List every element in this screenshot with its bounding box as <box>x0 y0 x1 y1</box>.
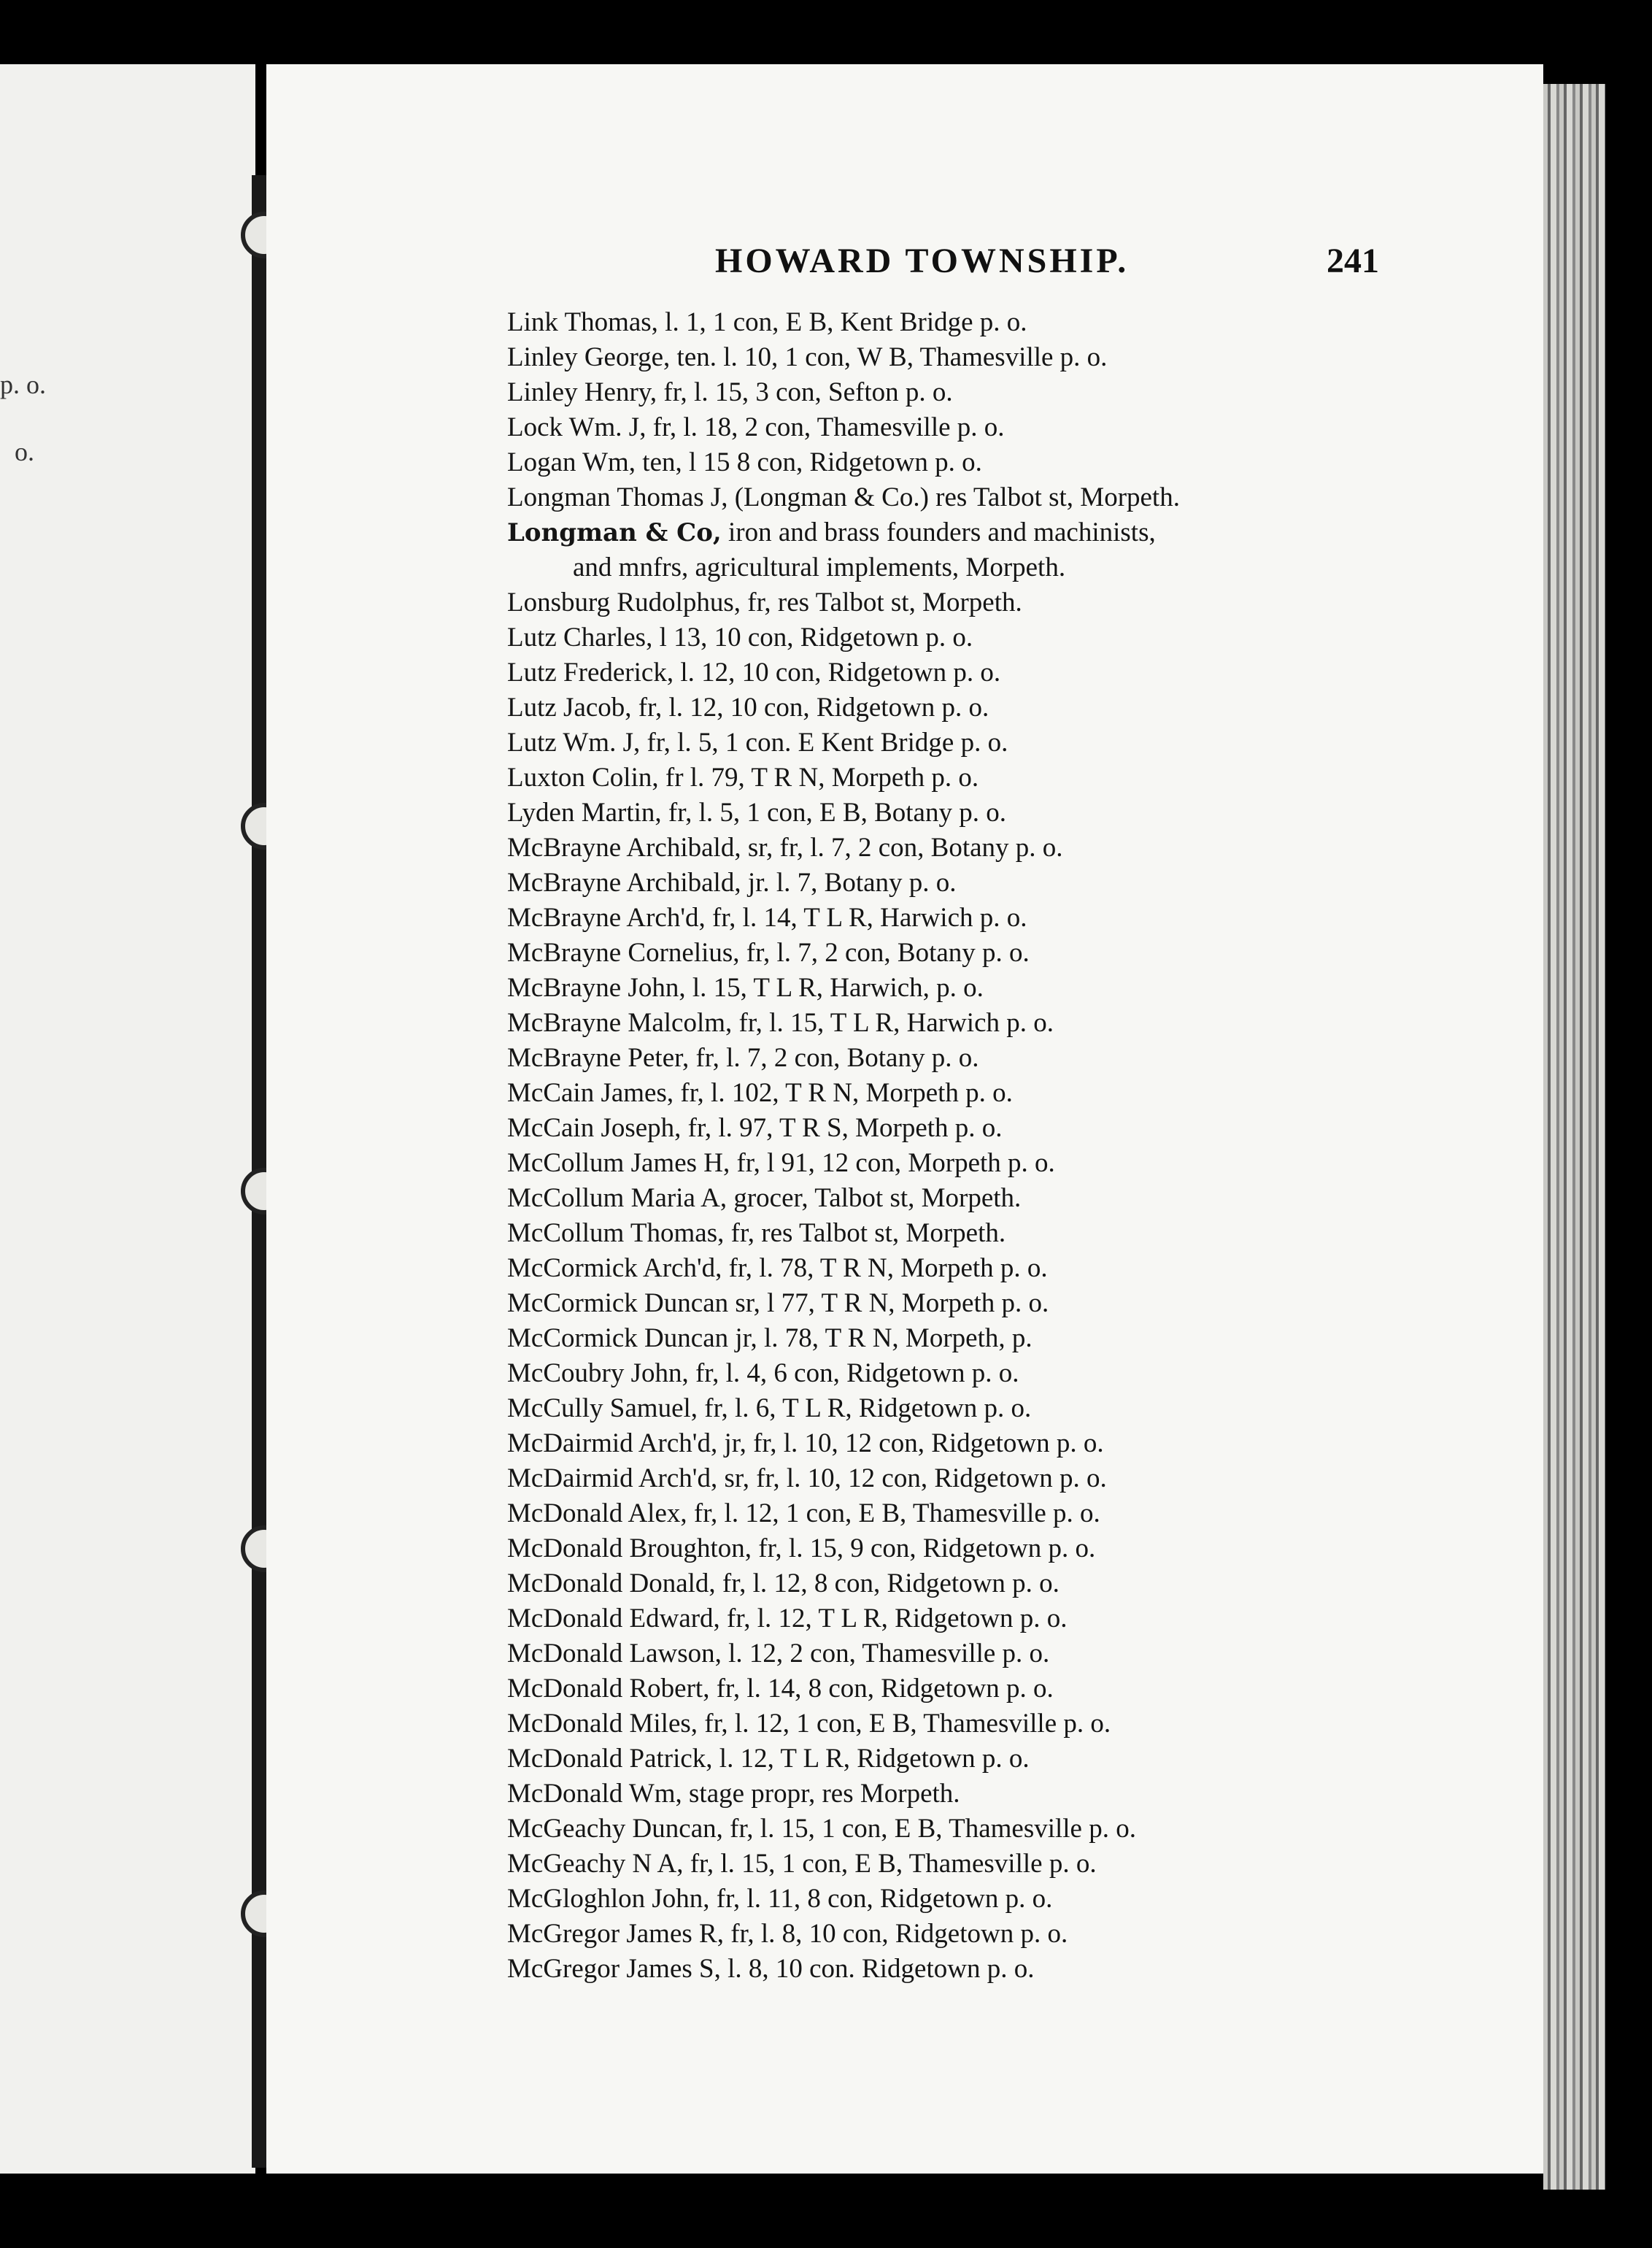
directory-entry: McDonald Wm, stage propr, res Morpeth. <box>507 1779 960 1809</box>
directory-entry: McCormick Duncan jr, l. 78, T R N, Morpeth, p. <box>507 1323 1032 1353</box>
directory-list <box>507 305 1427 2022</box>
directory-entry: McGeachy N A, fr, l. 15, 1 con, E B, Thamesville p. o. <box>507 1849 1097 1879</box>
left-page-fragment: o. <box>15 437 34 466</box>
directory-entry: McDairmid Arch'd, sr, fr, l. 10, 12 con, Ridgetown p. o. <box>507 1463 1107 1493</box>
directory-entry: McDonald Miles, fr, l. 12, 1 con, E B, Thamesville p. o. <box>507 1709 1111 1739</box>
page-title: HOWARD TOWNSHIP. <box>715 242 1130 280</box>
directory-entry: Linley George, ten. l. 10, 1 con, W B, Thamesville p. o. <box>507 342 1108 372</box>
directory-entry: McDonald Donald, fr, l. 12, 8 con, Ridgetown p. o. <box>507 1568 1059 1598</box>
directory-entry: McDonald Patrick, l. 12, T L R, Ridgetown p. o. <box>507 1744 1030 1774</box>
directory-entry: Lock Wm. J, fr, l. 18, 2 con, Thamesville p. o. <box>507 412 1005 442</box>
directory-entry: McDairmid Arch'd, jr, fr, l. 10, 12 con, Ridgetown p. o. <box>507 1428 1104 1458</box>
directory-entry: Luxton Colin, fr l. 79, T R N, Morpeth p. o. <box>507 763 979 793</box>
directory-entry: McGeachy Duncan, fr, l. 15, 1 con, E B, Thamesville p. o. <box>507 1814 1136 1844</box>
directory-entry: Lutz Frederick, l. 12, 10 con, Ridgetown p. o. <box>507 658 1001 688</box>
directory-entry: McCain James, fr, l. 102, T R N, Morpeth p. o. <box>507 1078 1013 1108</box>
directory-entry: McCormick Duncan sr, l 77, T R N, Morpeth p. o. <box>507 1288 1049 1318</box>
directory-entry: McGloghlon John, fr, l. 11, 8 con, Ridgetown p. o. <box>507 1884 1053 1914</box>
left-page-fragment: p. o. <box>0 370 46 399</box>
directory-entry: McDonald Robert, fr, l. 14, 8 con, Ridgetown p. o. <box>507 1674 1054 1704</box>
directory-entry: Link Thomas, l. 1, 1 con, E B, Kent Bridge p. o. <box>507 307 1027 337</box>
directory-entry: Logan Wm, ten, l 15 8 con, Ridgetown p. o. <box>507 447 982 477</box>
directory-entry: McCain Joseph, fr, l. 97, T R S, Morpeth p. o. <box>507 1113 1003 1143</box>
directory-entry: McCollum Maria A, grocer, Talbot st, Morpeth. <box>507 1183 1022 1213</box>
page-number: 241 <box>1327 242 1379 280</box>
directory-entry: McDonald Edward, fr, l. 12, T L R, Ridgetown p. o. <box>507 1604 1068 1633</box>
directory-entry: McBrayne John, l. 15, T L R, Harwich, p. o. <box>507 973 984 1003</box>
directory-entry <box>507 1987 1427 2022</box>
directory-entry: Lutz Jacob, fr, l. 12, 10 con, Ridgetown p. o. <box>507 693 989 723</box>
directory-entry: McBrayne Archibald, jr. l. 7, Botany p. o. <box>507 868 957 898</box>
directory-entry: Linley Henry, fr, l. 15, 3 con, Sefton p. o. <box>507 377 953 407</box>
page-edges <box>1543 84 1605 2190</box>
directory-entry: McCoubry John, fr, l. 4, 6 con, Ridgetown p. o. <box>507 1358 1019 1388</box>
left-page <box>0 64 255 2174</box>
directory-entry: Lyden Martin, fr, l. 5, 1 con, E B, Botany p. o. <box>507 798 1006 828</box>
directory-entry: McCormick Arch'd, fr, l. 78, T R N, Morpeth p. o. <box>507 1253 1048 1283</box>
directory-entry: McCully Samuel, fr, l. 6, T L R, Ridgetown p. o. <box>507 1393 1032 1423</box>
directory-entry: McCollum James H, fr, l 91, 12 con, Morpeth p. o. <box>507 1148 1055 1178</box>
directory-entry: Longman Thomas J, (Longman & Co.) res Talbot st, Morpeth. <box>507 482 1180 512</box>
directory-entry: McDonald Lawson, l. 12, 2 con, Thamesville p. o. <box>507 1639 1050 1668</box>
directory-entry: Lutz Wm. J, fr, l. 5, 1 con. E Kent Bridge p. o. <box>507 728 1008 758</box>
directory-entry: McDonald Broughton, fr, l. 15, 9 con, Ridgetown p. o. <box>507 1533 1096 1563</box>
directory-entry: McBrayne Archibald, sr, fr, l. 7, 2 con, Botany p. o. <box>507 833 1063 863</box>
business-name: Longman & Co, <box>507 518 722 547</box>
business-entry-continuation: and mnfrs, agricultural implements, Morpeth. <box>573 553 1066 582</box>
directory-entry: Lutz Charles, l 13, 10 con, Ridgetown p. o. <box>507 623 973 653</box>
directory-entry: McBrayne Peter, fr, l. 7, 2 con, Botany p. o. <box>507 1043 979 1073</box>
business-entry <box>507 515 1427 550</box>
directory-entry: McGregor James R, fr, l. 8, 10 con, Ridgetown p. o. <box>507 1919 1068 1949</box>
directory-entry: McDonald Alex, fr, l. 12, 1 con, E B, Thamesville p. o. <box>507 1498 1100 1528</box>
directory-entry: McBrayne Malcolm, fr, l. 15, T L R, Harwich p. o. <box>507 1008 1054 1038</box>
directory-entry: McCollum Thomas, fr, res Talbot st, Morpeth. <box>507 1218 1006 1248</box>
directory-entry: McBrayne Cornelius, fr, l. 7, 2 con, Botany p. o. <box>507 938 1030 968</box>
business-description: iron and brass founders and machinists, <box>728 517 1156 547</box>
directory-entry: McGregor James S, l. 8, 10 con. Ridgetown p. o. <box>507 1954 1035 1984</box>
directory-entry: Lonsburg Rudolphus, fr, res Talbot st, Morpeth. <box>507 588 1022 617</box>
directory-entry: McBrayne Arch'd, fr, l. 14, T L R, Harwich p. o. <box>507 903 1027 933</box>
